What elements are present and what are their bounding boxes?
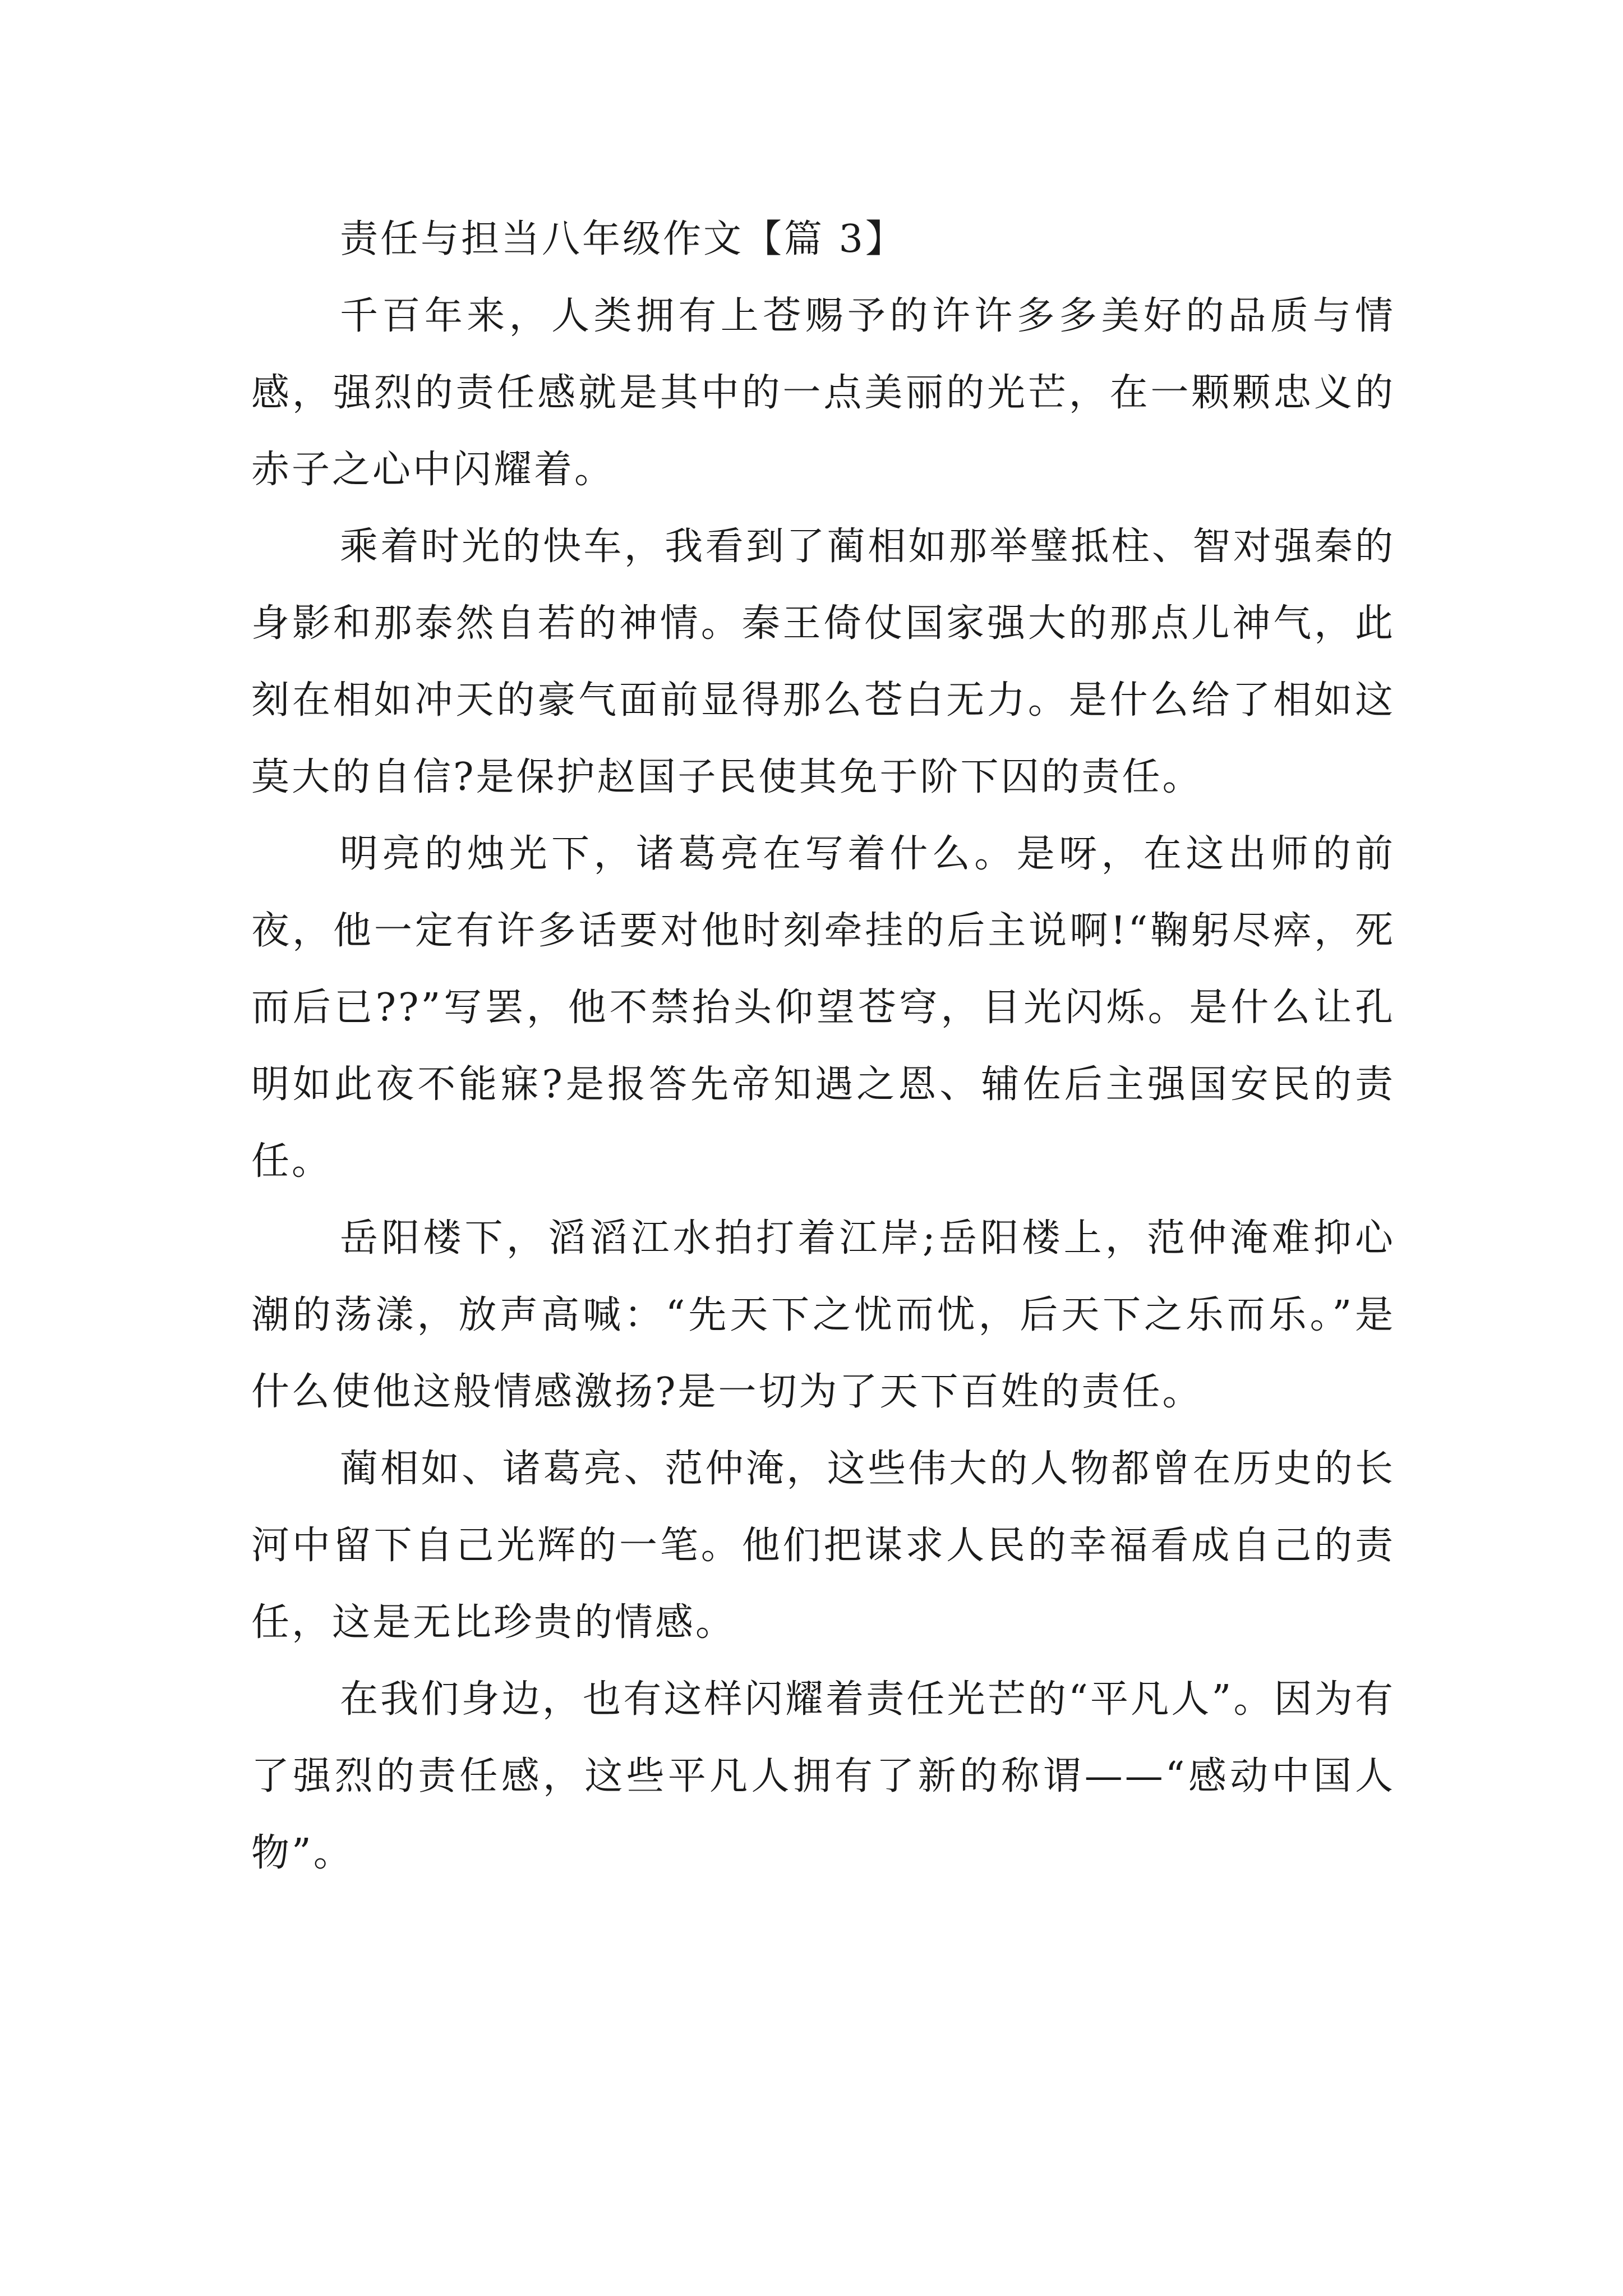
paragraph-3: 明亮的烛光下，诸葛亮在写着什么。是呀，在这出师的前夜，他一定有许多话要对他时刻牵挂的后主说啊!“鞠躬尽瘁，死而后已??”写罢，他不禁抬头仰望苍穹，目光闪烁。是什么让孔明如此夜不能寐?是报答先帝知遇之恩、辅佐后主强国安民的责任。 <box>251 832 1395 1184</box>
paragraph-5: 蔺相如、诸葛亮、范仲淹，这些伟大的人物都曾在历史的长河中留下自己光辉的一笔。他们把谋求人民的幸福看成自己的责任，这是无比珍贵的情感。 <box>251 1447 1395 1645</box>
paragraph-2: 乘着时光的快车，我看到了蔺相如那举璧抵柱、智对强秦的身影和那泰然自若的神情。秦王倚仗国家强大的那点儿神气，此刻在相如冲天的豪气面前显得那么苍白无力。是什么给了相如这莫大的自信?是保护赵国子民使其免于阶下囚的责任。 <box>251 524 1395 799</box>
paragraph-1: 千百年来，人类拥有上苍赐予的许许多多美好的品质与情感，强烈的责任感就是其中的一点美丽的光芒，在一颗颗忠义的赤子之心中闪耀着。 <box>251 294 1395 492</box>
paragraph-6: 在我们身边，也有这样闪耀着责任光芒的“平凡人”。因为有了强烈的责任感，这些平凡人拥有了新的称谓——“感动中国人物”。 <box>251 1677 1395 1875</box>
article-title: 责任与担当八年级作文【篇 3】 <box>340 217 906 261</box>
article-body <box>251 201 1395 1892</box>
paragraph-4: 岳阳楼下，滔滔江水拍打着江岸;岳阳楼上，范仲淹难抑心潮的荡漾，放声高喊：“先天下之忧而忧，后天下之乐而乐。”是什么使他这般情感激扬?是一切为了天下百姓的责任。 <box>251 1216 1395 1414</box>
